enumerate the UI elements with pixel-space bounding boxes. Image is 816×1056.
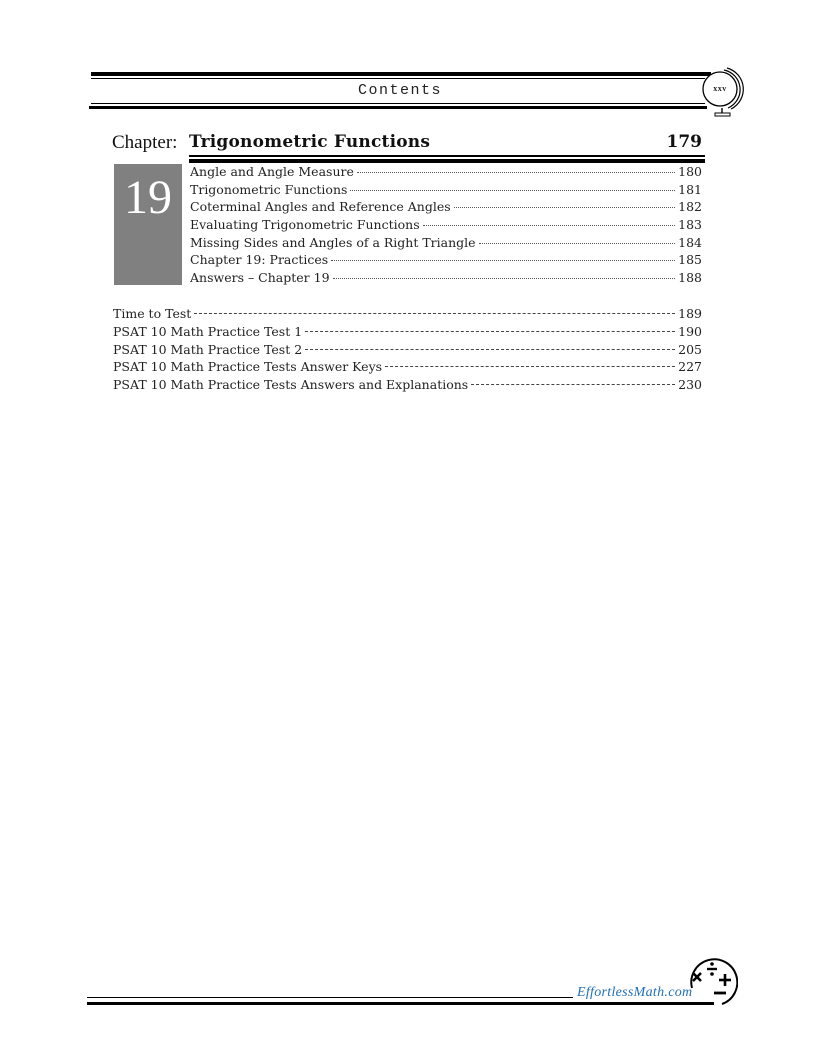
toc-entry-label: Chapter 19: Practices bbox=[190, 252, 329, 268]
dot-leader bbox=[454, 207, 675, 208]
header-rule-bottom-thick bbox=[89, 106, 707, 109]
chapter-toc-list bbox=[190, 164, 702, 288]
dot-leader bbox=[333, 278, 676, 279]
dot-leader bbox=[423, 225, 676, 226]
chapter-page-number[interactable]: 179 bbox=[666, 132, 702, 152]
chapter-number-block bbox=[114, 164, 182, 285]
footer-rule-thick bbox=[87, 1002, 714, 1005]
toc-entry-page: 180 bbox=[678, 164, 702, 179]
chapter-prefix: Chapter: bbox=[112, 132, 178, 153]
toc-entry-label: Answers – Chapter 19 bbox=[190, 270, 330, 286]
page-number-roman: xxv bbox=[713, 84, 727, 93]
toc-entry-label: PSAT 10 Math Practice Tests Answer Keys bbox=[113, 359, 383, 375]
footer-brand-link[interactable]: EffortlessMath.com bbox=[577, 985, 693, 1000]
toc-entry[interactable] bbox=[190, 270, 702, 288]
math-operators-icon bbox=[684, 956, 738, 1010]
toc-entry-label: Angle and Angle Measure bbox=[190, 164, 354, 179]
toc-entry[interactable] bbox=[190, 199, 702, 217]
toc-entry-page: 183 bbox=[678, 217, 702, 233]
toc-entry[interactable] bbox=[113, 342, 702, 360]
toc-entry-page: 227 bbox=[678, 359, 702, 375]
dash-leader bbox=[305, 349, 675, 350]
toc-entry-page: 181 bbox=[678, 181, 702, 197]
page-title: Contents bbox=[357, 82, 442, 99]
toc-entry-label: Missing Sides and Angles of a Right Triangle bbox=[190, 234, 476, 250]
chapter-rule-thick bbox=[189, 159, 705, 163]
toc-entry[interactable] bbox=[113, 324, 702, 342]
toc-entry-page: 188 bbox=[678, 270, 702, 286]
toc-entry-label: PSAT 10 Math Practice Tests Answers and Explanations bbox=[113, 377, 469, 393]
dash-leader bbox=[305, 331, 675, 332]
dot-leader bbox=[357, 172, 675, 173]
toc-entry[interactable] bbox=[113, 377, 702, 395]
dash-leader bbox=[194, 313, 675, 314]
dot-leader bbox=[350, 190, 675, 191]
toc-entry-page: 185 bbox=[678, 252, 702, 268]
toc-entry[interactable] bbox=[113, 359, 702, 377]
toc-entry-page: 205 bbox=[678, 341, 702, 357]
header-rule-top-thin bbox=[91, 78, 705, 79]
toc-entry-label: Evaluating Trigonometric Functions bbox=[190, 217, 420, 233]
chapter-heading bbox=[112, 132, 704, 156]
chapter-number: 19 bbox=[124, 171, 172, 224]
toc-entry-label: Coterminal Angles and Reference Angles bbox=[190, 199, 451, 215]
toc-entry-label: Trigonometric Functions bbox=[190, 181, 348, 197]
dot-leader bbox=[331, 260, 675, 261]
globe-icon bbox=[700, 66, 750, 120]
dot-leader bbox=[479, 243, 676, 244]
toc-entry[interactable] bbox=[190, 164, 702, 182]
toc-entry-label: PSAT 10 Math Practice Test 2 bbox=[113, 341, 303, 357]
toc-entry-page: 230 bbox=[678, 377, 702, 393]
toc-entry[interactable] bbox=[190, 252, 702, 270]
toc-entry-page: 190 bbox=[678, 323, 702, 339]
chapter-rule-thin bbox=[189, 155, 705, 157]
toc-entry-label: PSAT 10 Math Practice Test 1 bbox=[113, 323, 303, 339]
header-rule-bottom-thin bbox=[91, 103, 705, 104]
dash-leader bbox=[385, 366, 675, 367]
toc-entry-page: 189 bbox=[678, 306, 702, 321]
toc-entry-page: 182 bbox=[678, 199, 702, 215]
toc-entry[interactable] bbox=[113, 306, 702, 324]
toc-entry[interactable] bbox=[190, 235, 702, 253]
toc-entry[interactable] bbox=[190, 217, 702, 235]
chapter-title[interactable]: Trigonometric Functions bbox=[189, 132, 431, 152]
toc-entry[interactable] bbox=[190, 182, 702, 200]
toc-entry-page: 184 bbox=[678, 234, 702, 250]
toc-entry-label: Time to Test bbox=[113, 306, 192, 321]
dash-leader bbox=[471, 384, 675, 385]
footer-rule-thin bbox=[87, 997, 573, 998]
header-rule-top-thick bbox=[91, 72, 711, 76]
practice-tests-toc-list bbox=[113, 306, 702, 395]
